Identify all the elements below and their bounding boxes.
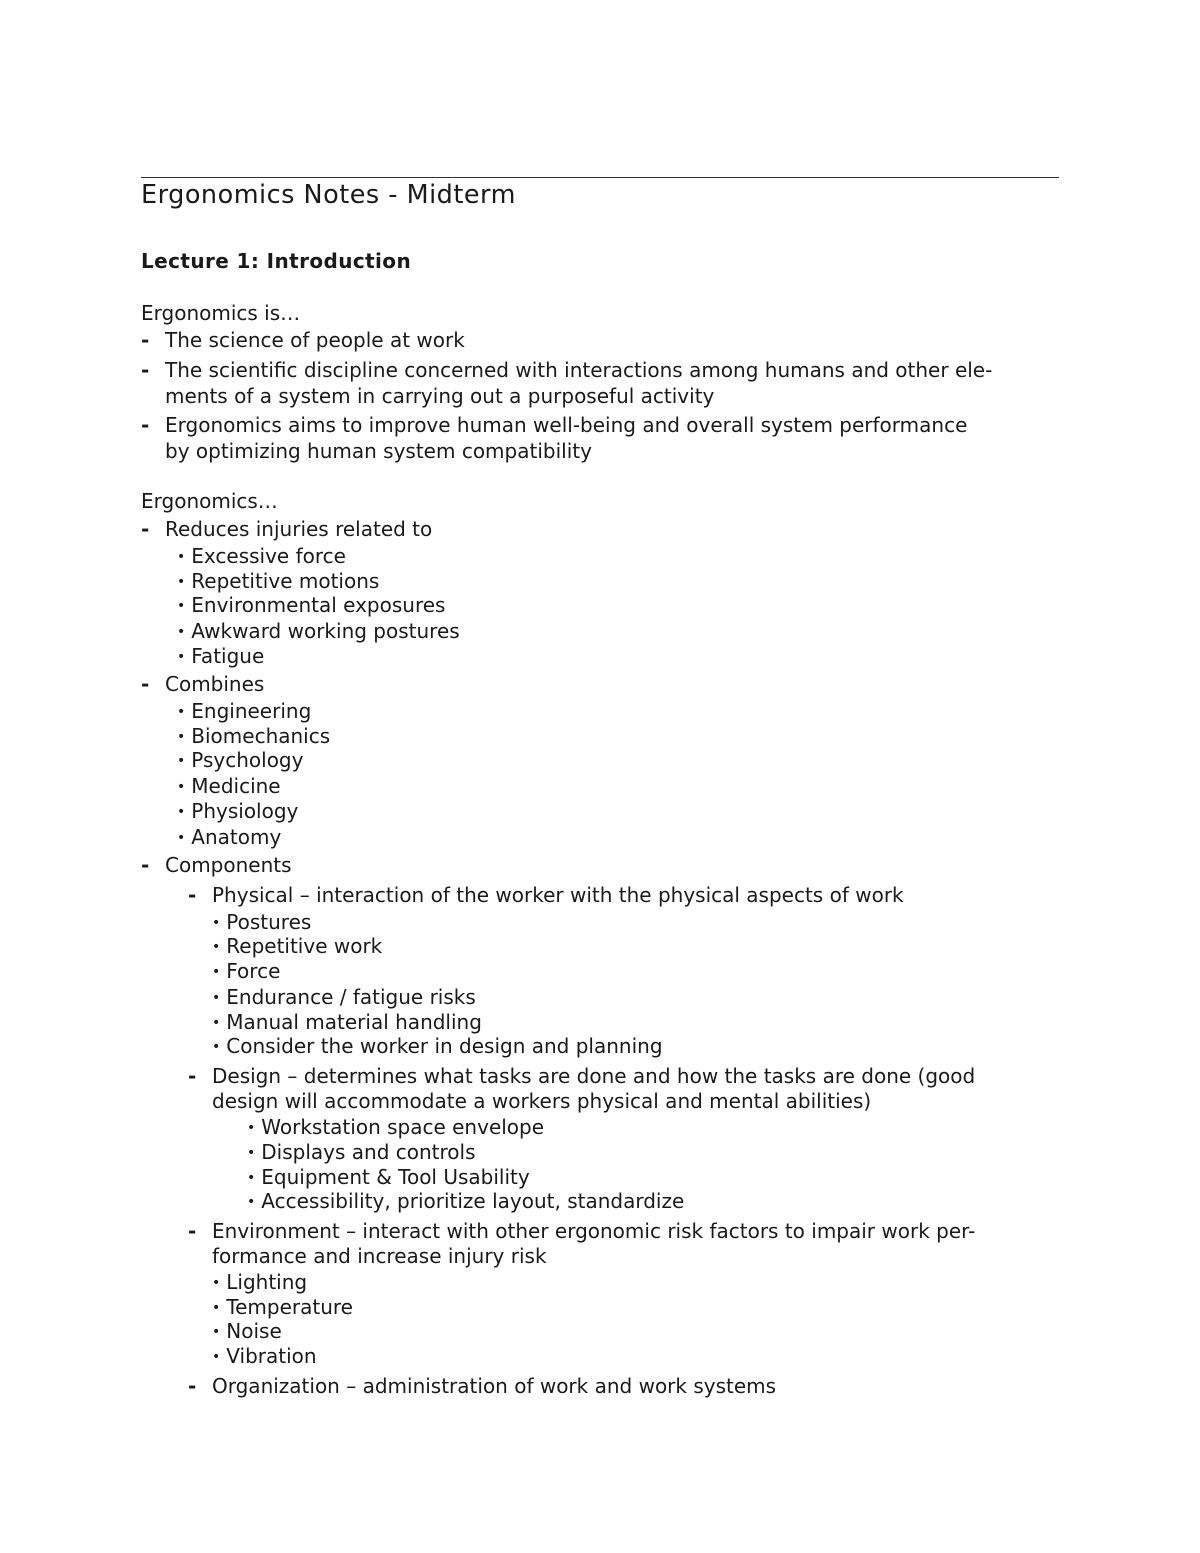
- sub-list-item: Environment – interact with other ergonomic risk factors to impair work per-: [212, 1219, 976, 1243]
- list-item: The science of people at work: [165, 328, 465, 352]
- bullet-item: • Consider the worker in design and planning: [212, 1034, 663, 1058]
- bullet-item: • Psychology: [177, 748, 304, 772]
- bullet-item: • Postures: [212, 910, 312, 934]
- list-item: Ergonomics aims to improve human well-being and overall system performance: [165, 413, 968, 437]
- bullet-item: • Endurance / fatigue risks: [212, 985, 476, 1009]
- sub-list-item-continuation: formance and increase injury risk: [212, 1244, 547, 1268]
- bullet-item: • Excessive force: [177, 544, 346, 568]
- dash-marker: -: [188, 1064, 197, 1088]
- dash-marker: -: [141, 517, 150, 541]
- bullet-item: • Repetitive work: [212, 934, 383, 958]
- bullet-item: • Workstation space envelope: [247, 1115, 545, 1139]
- dash-marker: -: [141, 672, 150, 696]
- bullet-item: • Awkward working postures: [177, 619, 460, 643]
- bullet-item: • Physiology: [177, 799, 299, 823]
- section2-intro: Ergonomics…: [141, 489, 278, 513]
- bullet-item: • Repetitive motions: [177, 569, 380, 593]
- sub-list-item: Physical – interaction of the worker with the physical aspects of work: [212, 883, 904, 907]
- page-title: Ergonomics Notes - Midterm: [141, 180, 516, 210]
- dash-marker: -: [188, 1374, 197, 1398]
- bullet-item: • Equipment & Tool Usability: [247, 1165, 530, 1189]
- bullet-item: • Anatomy: [177, 825, 282, 849]
- bullet-item: • Engineering: [177, 699, 312, 723]
- bullet-item: • Accessibility, prioritize layout, standardize: [247, 1189, 685, 1213]
- list-item: Components: [165, 853, 292, 877]
- dash-marker: -: [141, 328, 150, 352]
- sub-list-item: Organization – administration of work and work systems: [212, 1374, 777, 1398]
- bullet-item: • Vibration: [212, 1344, 317, 1368]
- dash-marker: -: [141, 358, 150, 382]
- bullet-item: • Manual material handling: [212, 1010, 482, 1034]
- bullet-item: • Displays and controls: [247, 1140, 476, 1164]
- dash-marker: -: [141, 413, 150, 437]
- dash-marker: -: [188, 883, 197, 907]
- lecture-heading: Lecture 1: Introduction: [141, 249, 412, 273]
- bullet-item: • Environmental exposures: [177, 593, 446, 617]
- list-item: Combines: [165, 672, 265, 696]
- bullet-item: • Noise: [212, 1319, 282, 1343]
- bullet-item: • Force: [212, 959, 281, 983]
- dash-marker: -: [188, 1219, 197, 1243]
- header-rule: [141, 177, 1059, 178]
- sub-list-item: Design – determines what tasks are done and how the tasks are done (good: [212, 1064, 976, 1088]
- list-item-continuation: ments of a system in carrying out a purposeful activity: [165, 384, 715, 408]
- bullet-item: • Lighting: [212, 1270, 308, 1294]
- list-item: Reduces injuries related to: [165, 517, 433, 541]
- list-item: The scientific discipline concerned with interactions among humans and other ele-: [165, 358, 993, 382]
- list-item-continuation: by optimizing human system compatibility: [165, 439, 592, 463]
- bullet-item: • Biomechanics: [177, 724, 331, 748]
- section1-intro: Ergonomics is…: [141, 301, 301, 325]
- bullet-item: • Fatigue: [177, 644, 265, 668]
- sub-list-item-continuation: design will accommodate a workers physical and mental abilities): [212, 1089, 872, 1113]
- dash-marker: -: [141, 853, 150, 877]
- bullet-item: • Medicine: [177, 774, 281, 798]
- bullet-item: • Temperature: [212, 1295, 353, 1319]
